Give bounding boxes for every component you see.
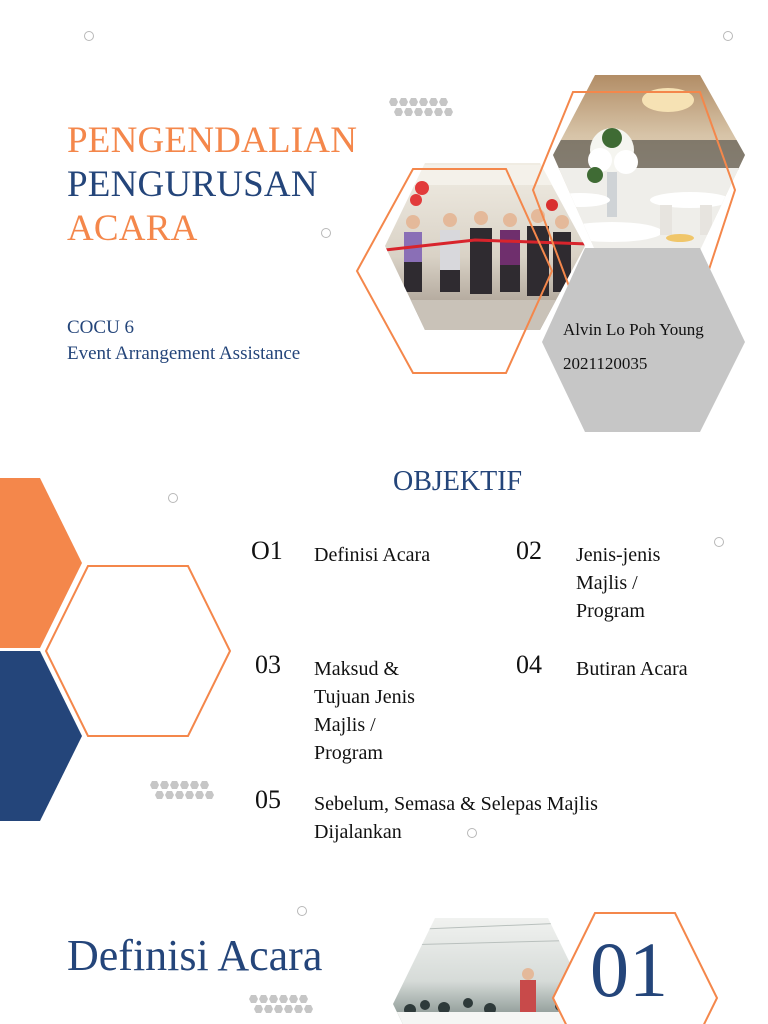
hexagon-photo-and-number bbox=[380, 890, 768, 1024]
honeycomb-pattern bbox=[147, 780, 227, 806]
objective-number: 04 bbox=[516, 650, 542, 679]
section-title: Definisi Acara bbox=[67, 931, 323, 980]
decor-circle bbox=[168, 493, 178, 503]
honeycomb-pattern bbox=[246, 994, 326, 1020]
title-line-3: ACARA bbox=[67, 208, 198, 249]
objective-text: Sebelum, Semasa & Selepas Majlis Dijalankan bbox=[314, 793, 598, 843]
slide-title bbox=[0, 0, 768, 450]
author-name: Alvin Lo Poh Young bbox=[563, 320, 704, 339]
objective-number: 03 bbox=[255, 650, 281, 679]
decor-circle bbox=[723, 31, 733, 41]
decor-circle bbox=[297, 906, 307, 916]
objective-number: 05 bbox=[255, 785, 281, 814]
author-id: 2021120035 bbox=[563, 354, 648, 373]
slide-definition bbox=[0, 890, 768, 1024]
decor-circle bbox=[714, 537, 724, 547]
decor-circle bbox=[321, 228, 331, 238]
section-number: 01 bbox=[590, 926, 668, 1013]
decor-circle bbox=[84, 31, 94, 41]
course-name: Event Arrangement Assistance bbox=[67, 343, 301, 364]
objective-text: Maksud & Tujuan Jenis Majlis / Program bbox=[314, 658, 415, 764]
hexagon-photo-collage bbox=[340, 60, 768, 450]
slide-objectives bbox=[0, 452, 768, 888]
objective-number: 02 bbox=[516, 536, 542, 565]
banquet-hall-photo bbox=[550, 72, 750, 254]
author-hexagon bbox=[542, 248, 745, 432]
objective-text: Butiran Acara bbox=[576, 658, 688, 680]
objective-text: Jenis-jenis Majlis / Program bbox=[576, 544, 661, 622]
objective-text: Definisi Acara bbox=[314, 544, 431, 566]
course-code: COCU 6 bbox=[67, 317, 135, 338]
title-line-2: PENGURUSAN bbox=[67, 164, 318, 205]
objective-number: O1 bbox=[251, 536, 283, 565]
title-line-1: PENGENDALIAN bbox=[67, 120, 358, 161]
hexagon-decoration-left bbox=[0, 452, 240, 832]
objectives-heading: OBJEKTIF bbox=[393, 466, 523, 497]
